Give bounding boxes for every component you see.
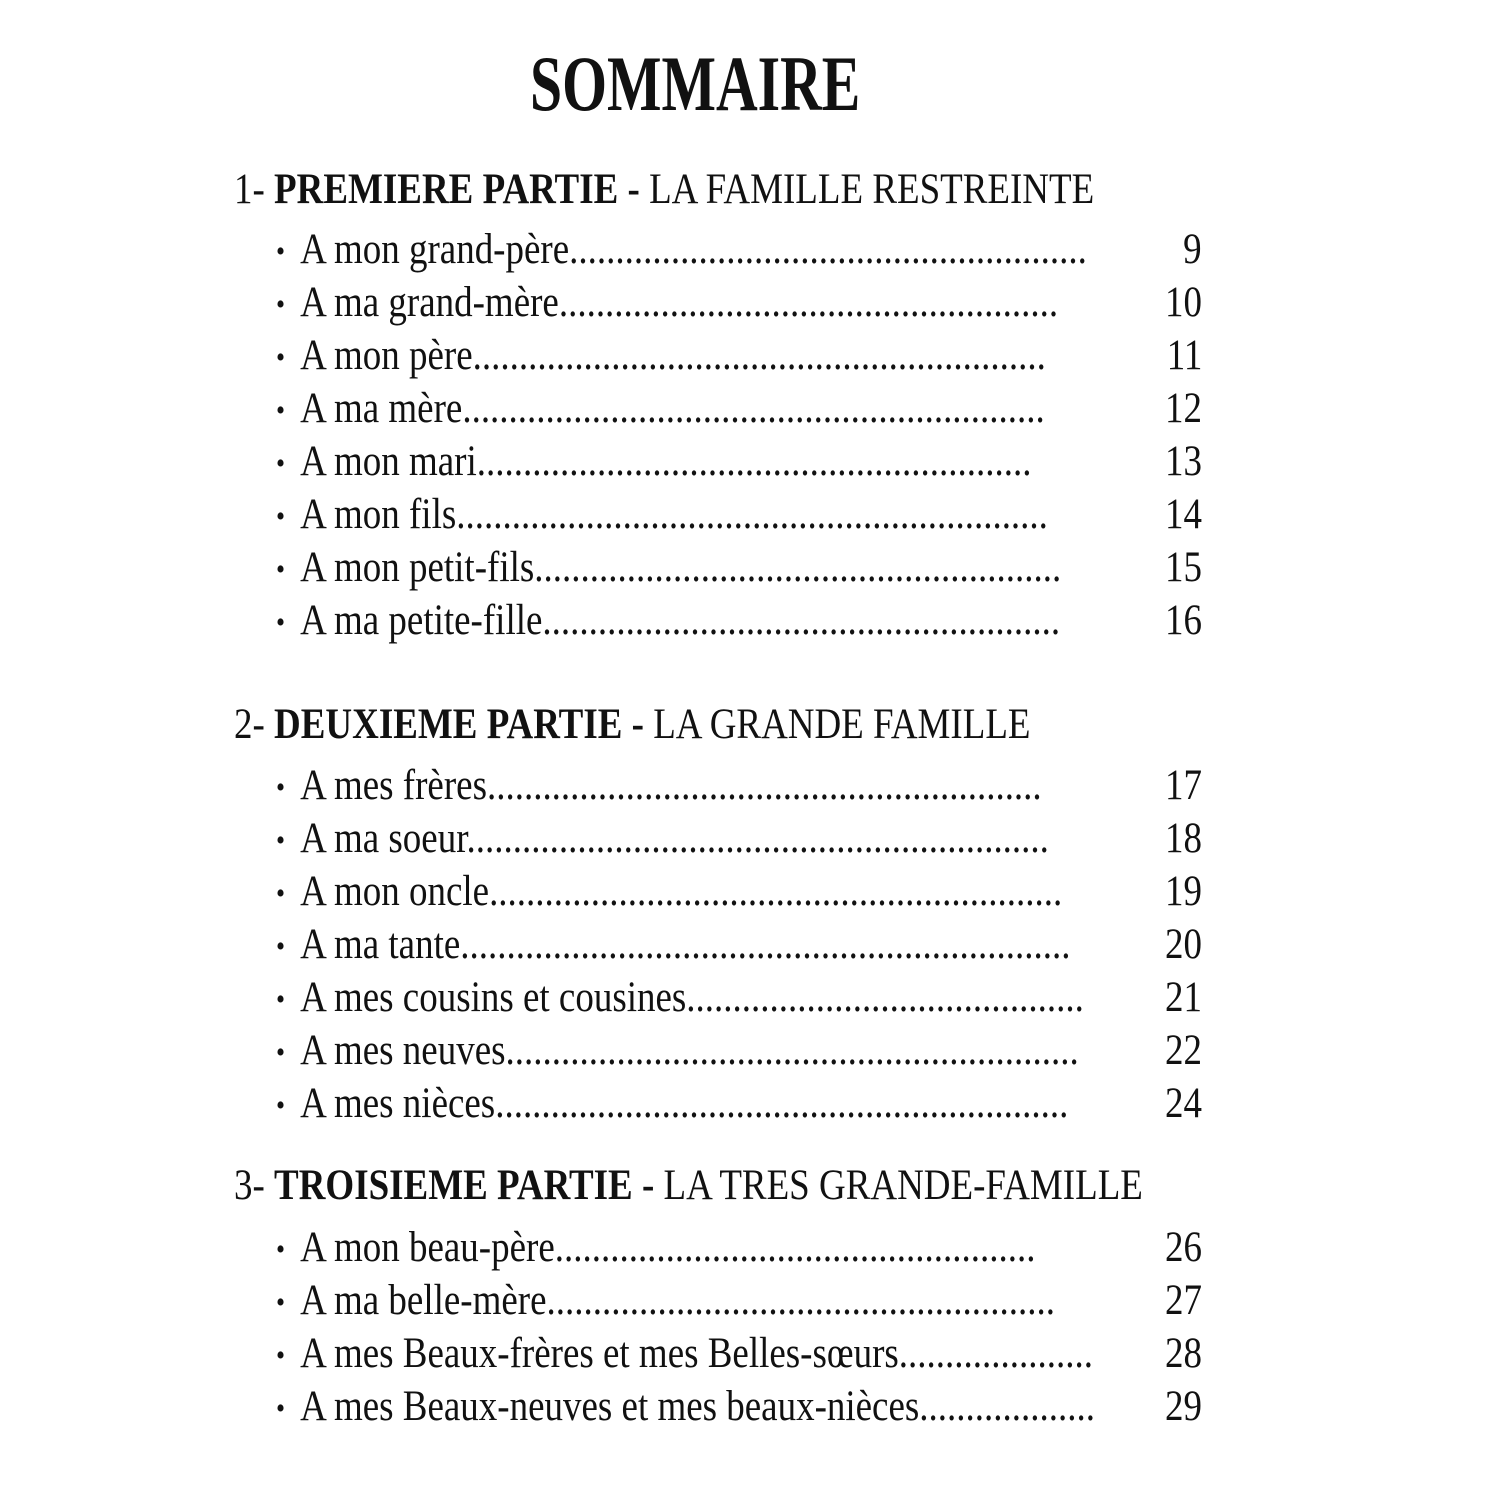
bullet-icon: • xyxy=(276,1339,286,1372)
toc-leader-dots: .............................................................. xyxy=(489,868,1063,915)
bullet-icon: • xyxy=(276,288,286,321)
toc-entry-title: A ma tante xyxy=(300,921,461,968)
bullet-icon: • xyxy=(276,1392,286,1425)
toc-entry-label xyxy=(300,817,1049,861)
toc-page-number: 12 xyxy=(1165,385,1202,432)
toc-page-number: 17 xyxy=(1165,762,1202,809)
bullet-icon: • xyxy=(276,606,286,639)
toc-entry-inner xyxy=(276,817,1202,861)
bullet-icon: • xyxy=(276,447,286,480)
toc-page-number: 9 xyxy=(1183,226,1202,273)
toc-entry[interactable] xyxy=(276,923,1202,967)
toc-leader-dots: ................................................................ xyxy=(456,491,1048,538)
toc-leader-dots: ...................................................... xyxy=(558,279,1059,326)
section-subtitle: LA FAMILLE RESTREINTE xyxy=(649,166,1095,213)
toc-entry-label xyxy=(300,493,1048,537)
toc-entry-title: A ma soeur xyxy=(300,815,467,862)
section-heading-1 xyxy=(234,168,1094,212)
toc-entry-title: A mon fils xyxy=(300,491,457,538)
toc-entry-label xyxy=(300,870,1062,914)
toc-entry-inner xyxy=(276,1332,1202,1376)
toc-leader-dots: .................................................................. xyxy=(460,921,1071,968)
toc-page-number: 15 xyxy=(1165,544,1202,591)
toc-leader-dots: .............................................................. xyxy=(472,332,1046,379)
bullet-icon: • xyxy=(276,394,286,427)
toc-page-number: 22 xyxy=(1165,1027,1202,1074)
toc-entry-label xyxy=(300,1279,1055,1323)
toc-entry-title: A mon mari xyxy=(300,438,477,485)
bullet-icon: • xyxy=(276,1036,286,1069)
toc-entry[interactable] xyxy=(276,1279,1202,1323)
toc-entry-inner xyxy=(276,599,1202,643)
bullet-icon: • xyxy=(276,771,286,804)
toc-entry-title: A ma mère xyxy=(300,385,463,432)
toc-entry-label xyxy=(300,923,1070,967)
toc-leader-dots: ....................................................... xyxy=(546,1277,1055,1324)
toc-leader-dots: ............................................................ xyxy=(476,438,1032,485)
toc-entry-label xyxy=(300,387,1045,431)
toc-entry[interactable] xyxy=(276,1332,1202,1376)
section-heading-3 xyxy=(234,1164,1143,1208)
toc-entry[interactable] xyxy=(276,387,1202,431)
toc-leader-dots: ............................................................... xyxy=(466,815,1049,862)
toc-entry-inner xyxy=(276,1029,1202,1073)
toc-entry[interactable] xyxy=(276,599,1202,643)
toc-entry-title: A ma petite-fille xyxy=(300,597,543,644)
toc-entry[interactable] xyxy=(276,1226,1202,1270)
toc-leader-dots: ................... xyxy=(919,1383,1095,1430)
bullet-icon: • xyxy=(276,553,286,586)
toc-entry-inner xyxy=(276,1082,1202,1126)
toc-entry-label xyxy=(300,1226,1035,1270)
toc-leader-dots: ............................................................ xyxy=(486,762,1042,809)
toc-entry-label xyxy=(300,546,1061,590)
toc-page-number: 19 xyxy=(1165,868,1202,915)
toc-entry-label xyxy=(300,440,1031,484)
toc-entry-label xyxy=(300,1385,1095,1429)
toc-page-number: 13 xyxy=(1165,438,1202,485)
toc-entry-label xyxy=(300,599,1060,643)
toc-page-number: 10 xyxy=(1165,279,1202,326)
toc-leader-dots: ............................................................... xyxy=(462,385,1045,432)
bullet-icon: • xyxy=(276,341,286,374)
toc-page-number: 11 xyxy=(1166,332,1203,379)
bullet-icon: • xyxy=(276,1286,286,1319)
toc-page-number: 20 xyxy=(1165,921,1202,968)
bullet-icon: • xyxy=(276,1089,286,1122)
bullet-icon: • xyxy=(276,235,286,268)
toc-leader-dots: ........................................................ xyxy=(569,226,1087,273)
bullet-icon: • xyxy=(276,1233,286,1266)
toc-entry-inner xyxy=(276,493,1202,537)
toc-page-number: 18 xyxy=(1165,815,1202,862)
section-heading-2 xyxy=(234,703,1031,747)
toc-entry-title: A mon père xyxy=(300,332,473,379)
toc-entry-inner xyxy=(276,440,1202,484)
section-part: PREMIERE PARTIE - xyxy=(274,166,640,213)
toc-entry-inner xyxy=(276,923,1202,967)
toc-entry-label xyxy=(300,281,1058,325)
toc-entry[interactable] xyxy=(276,440,1202,484)
toc-page-number: 14 xyxy=(1165,491,1202,538)
toc-entry-inner xyxy=(276,1279,1202,1323)
toc-entry-label xyxy=(300,1332,1093,1376)
section-number: 2- xyxy=(234,701,265,748)
section-part: DEUXIEME PARTIE - xyxy=(274,701,644,748)
toc-leader-dots: ..................... xyxy=(898,1330,1093,1377)
toc-leader-dots: .............................................................. xyxy=(495,1080,1069,1127)
toc-entry-title: A mes nièces xyxy=(300,1080,496,1127)
section-number: 3- xyxy=(234,1162,265,1209)
toc-leader-dots: ......................................................... xyxy=(534,544,1062,591)
toc-entry[interactable] xyxy=(276,1082,1202,1126)
toc-entry-label xyxy=(300,228,1087,272)
toc-page-number: 28 xyxy=(1165,1330,1202,1377)
bullet-icon: • xyxy=(276,983,286,1016)
toc-page-number: 24 xyxy=(1165,1080,1202,1127)
toc-entry-title: A ma grand-mère xyxy=(300,279,559,326)
toc-entry-inner xyxy=(276,387,1202,431)
toc-entry[interactable] xyxy=(276,817,1202,861)
toc-entry-title: A mes cousins et cousines xyxy=(300,974,687,1021)
toc-entry-inner xyxy=(276,334,1202,378)
toc-entry[interactable] xyxy=(276,546,1202,590)
toc-entry-inner xyxy=(276,976,1202,1020)
toc-page-number: 21 xyxy=(1165,974,1202,1021)
toc-entry-title: A mes Beaux-neuves et mes beaux-nièces xyxy=(300,1383,920,1430)
toc-page-number: 29 xyxy=(1165,1383,1202,1430)
toc-entry-inner xyxy=(276,1226,1202,1270)
toc-entry-inner xyxy=(276,546,1202,590)
bullet-icon: • xyxy=(276,930,286,963)
toc-entry-title: A ma belle-mère xyxy=(300,1277,547,1324)
toc-leader-dots: ........................................................ xyxy=(542,597,1061,644)
toc-leader-dots: .............................................................. xyxy=(505,1027,1079,1074)
toc-entry[interactable] xyxy=(276,281,1202,325)
section-number: 1- xyxy=(234,166,265,213)
toc-entry[interactable] xyxy=(276,334,1202,378)
toc-entry-inner xyxy=(276,281,1202,325)
toc-entry[interactable] xyxy=(276,228,1202,272)
toc-entry-label xyxy=(300,1082,1068,1126)
bullet-icon: • xyxy=(276,824,286,857)
section-part: TROISIEME PARTIE - xyxy=(274,1162,655,1209)
toc-entry-inner xyxy=(276,764,1202,808)
toc-entry-label xyxy=(300,334,1046,378)
bullet-icon: • xyxy=(276,500,286,533)
toc-entry-label xyxy=(300,1029,1079,1073)
toc-entry[interactable] xyxy=(276,764,1202,808)
toc-entry-inner xyxy=(276,1385,1202,1429)
bullet-icon: • xyxy=(276,877,286,910)
toc-entry-inner xyxy=(276,228,1202,272)
toc-entry-label xyxy=(300,976,1084,1020)
toc-entry-label xyxy=(300,764,1042,808)
toc-entry-title: A mon oncle xyxy=(300,868,490,915)
toc-entry-inner xyxy=(276,870,1202,914)
toc-entry-title: A mes Beaux-frères et mes Belles-sœurs xyxy=(300,1330,899,1377)
section-subtitle: LA GRANDE FAMILLE xyxy=(653,701,1031,748)
toc-entry[interactable] xyxy=(276,870,1202,914)
toc-leader-dots: ........................................... xyxy=(686,974,1084,1021)
toc-page-number: 16 xyxy=(1165,597,1202,644)
toc-entry[interactable] xyxy=(276,1385,1202,1429)
toc-entry-title: A mes neuves xyxy=(300,1027,506,1074)
toc-entry[interactable] xyxy=(276,976,1202,1020)
page-title: SOMMAIRE xyxy=(530,40,861,127)
section-subtitle: LA TRES GRANDE-FAMILLE xyxy=(663,1162,1143,1209)
toc-entry-title: A mon petit-fils xyxy=(300,544,535,591)
toc-entry-title: A mon beau-père xyxy=(300,1224,555,1271)
toc-page-number: 27 xyxy=(1165,1277,1202,1324)
toc-entry-title: A mes frères xyxy=(300,762,487,809)
toc-leader-dots: .................................................... xyxy=(554,1224,1036,1271)
toc-entry[interactable] xyxy=(276,493,1202,537)
toc-page-number: 26 xyxy=(1165,1224,1202,1271)
toc-entry-title: A mon grand-père xyxy=(300,226,570,273)
toc-entry[interactable] xyxy=(276,1029,1202,1073)
